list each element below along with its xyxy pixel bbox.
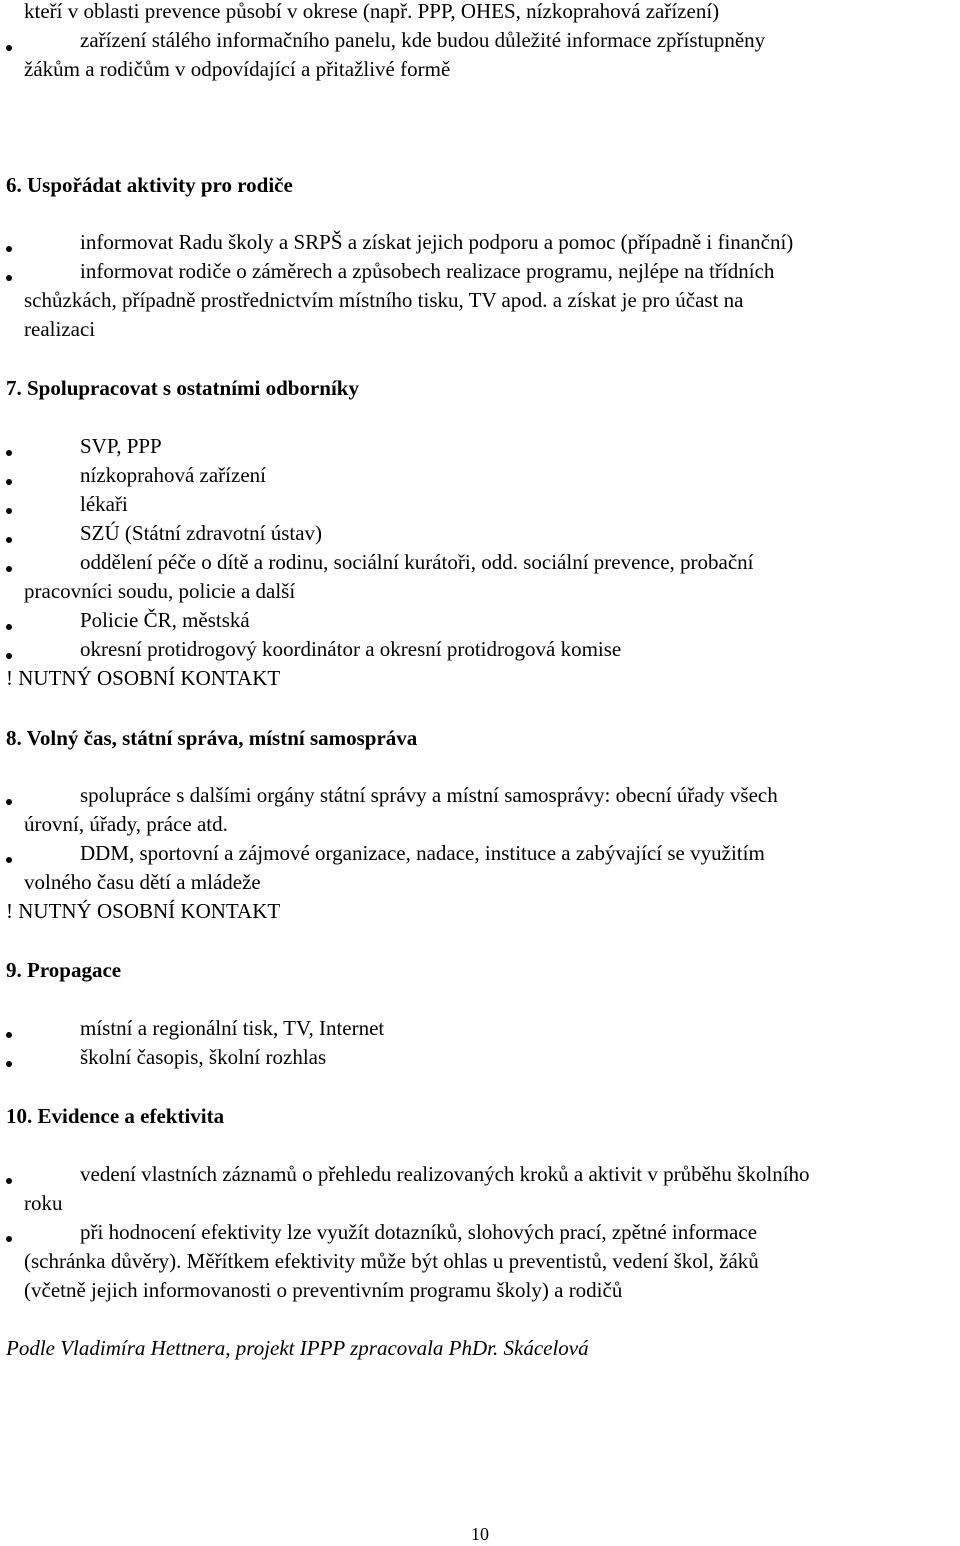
intro-item-line: zařízení stálého informačního panelu, kde budou důležité informace zpřístupněny <box>80 28 766 52</box>
author-credit: Podle Vladimíra Hettnera, projekt IPPP zpracovala PhDr. Skácelová <box>6 1336 589 1360</box>
list-item: DDM, sportovní a zájmové organizace, nadace, instituce a zabývající se využitím <box>80 841 765 865</box>
bullet-icon <box>6 653 12 659</box>
intro-continuation-line: kteří v oblasti prevence působí v okrese (např. PPP, OHES, nízkoprahová zařízení) <box>24 0 720 23</box>
bullet-icon <box>6 479 12 485</box>
list-item: Policie ČR, městská <box>80 608 250 632</box>
list-item-continuation: realizaci <box>24 317 96 341</box>
section-6-heading: 6. Uspořádat aktivity pro rodiče <box>6 173 293 197</box>
list-item: při hodnocení efektivity lze využít dotazníků, slohových prací, zpětné informace <box>80 1220 758 1244</box>
bullet-icon <box>6 1236 12 1242</box>
bullet-icon <box>6 1032 12 1038</box>
bullet-icon <box>6 1061 12 1067</box>
list-item: SVP, PPP <box>80 434 162 458</box>
bullet-icon <box>6 246 12 252</box>
bullet-icon <box>6 799 12 805</box>
contact-note: ! NUTNÝ OSOBNÍ KONTAKT <box>6 899 281 923</box>
bullet-icon <box>6 537 12 543</box>
bullet-icon <box>6 45 12 51</box>
list-item: spolupráce s dalšími orgány státní správy a místní samosprávy: obecní úřady všech <box>80 783 778 807</box>
section-9-heading: 9. Propagace <box>6 958 122 982</box>
list-item: nízkoprahová zařízení <box>80 463 266 487</box>
list-item-continuation: schůzkách, případně prostřednictvím místního tisku, TV apod. a získat je pro účast na <box>24 288 744 312</box>
list-item-continuation: pracovníci soudu, policie a další <box>24 579 296 603</box>
list-item: SZÚ (Státní zdravotní ústav) <box>80 521 323 545</box>
bullet-icon <box>6 450 12 456</box>
list-item-continuation: (schránka důvěry). Měřítkem efektivity může být ohlas u preventistů, vedení škol, žáků <box>24 1249 759 1273</box>
bullet-icon <box>6 1178 12 1184</box>
bullet-icon <box>6 566 12 572</box>
list-item-continuation: roku <box>24 1191 63 1215</box>
list-item-continuation: volného času dětí a mládeže <box>24 870 261 894</box>
section-8-heading: 8. Volný čas, státní správa, místní samospráva <box>6 726 418 750</box>
section-7-heading: 7. Spolupracovat s ostatními odborníky <box>6 376 359 400</box>
list-item: okresní protidrogový koordinátor a okresní protidrogová komise <box>80 637 622 661</box>
list-item: lékaři <box>80 492 128 516</box>
section-10-heading: 10. Evidence a efektivita <box>6 1104 225 1128</box>
list-item-continuation: (včetně jejich informovanosti o preventivním programu školy) a rodičů <box>24 1278 623 1302</box>
list-item: místní a regionální tisk, TV, Internet <box>80 1016 385 1040</box>
bullet-icon <box>6 624 12 630</box>
bullet-icon <box>6 275 12 281</box>
list-item: informovat Radu školy a SRPŠ a získat jejich podporu a pomoc (případně i finanční) <box>80 230 794 254</box>
list-item: informovat rodiče o záměrech a způsobech realizace programu, nejlépe na třídních <box>80 259 775 283</box>
bullet-icon <box>6 508 12 514</box>
list-item: školní časopis, školní rozhlas <box>80 1045 327 1069</box>
list-item: vedení vlastních záznamů o přehledu realizovaných kroků a aktivit v průběhu školního <box>80 1162 810 1186</box>
page-number: 10 <box>471 1524 489 1544</box>
intro-item-line: žákům a rodičům v odpovídající a přitažlivé formě <box>24 57 451 81</box>
list-item-continuation: úrovní, úřady, práce atd. <box>24 812 228 836</box>
bullet-icon <box>6 857 12 863</box>
list-item: oddělení péče o dítě a rodinu, sociální kurátoři, odd. sociální prevence, probační <box>80 550 754 574</box>
contact-note: ! NUTNÝ OSOBNÍ KONTAKT <box>6 666 281 690</box>
